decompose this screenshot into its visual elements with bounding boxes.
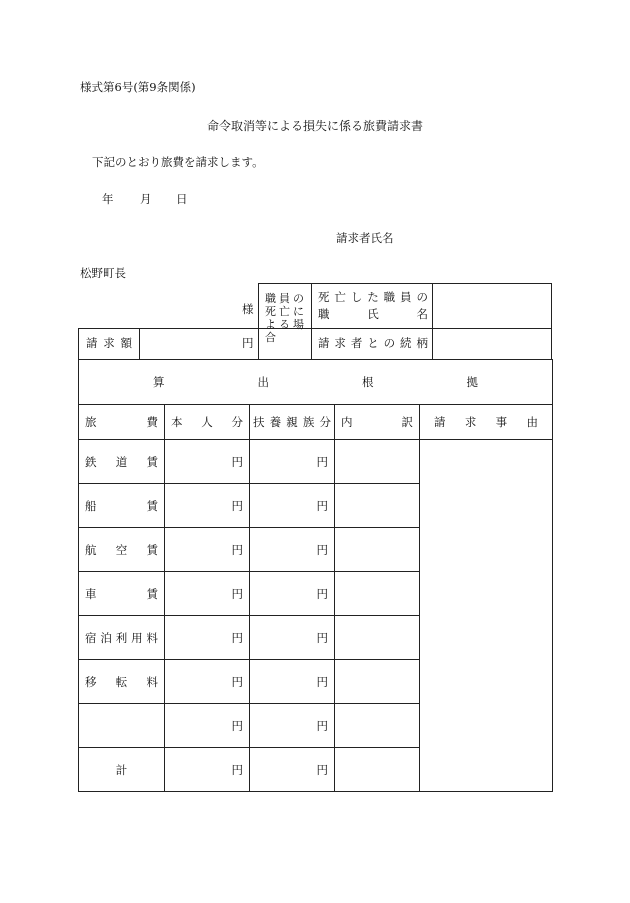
self-amount-yen: 円 (165, 616, 250, 660)
death-case-line-3: よる場 (265, 318, 307, 331)
expense-label (79, 572, 165, 616)
breakdown-cell (335, 616, 420, 660)
death-case-line-2: 死亡に (265, 305, 307, 318)
total-self-yen: 円 (165, 748, 250, 792)
expense-label (79, 616, 165, 660)
dependents-amount-yen: 円 (250, 616, 335, 660)
death-case-line-4: 合 (265, 331, 276, 344)
deceased-label-line-1: 死 亡 し た 職 員 の (318, 290, 428, 304)
expense-label-text: 車 賃 (85, 586, 158, 601)
document-title: 命令取消等による損失に係る旅費請求書 (206, 119, 423, 133)
dependents-amount-yen: 円 (250, 484, 335, 528)
calculation-table (78, 359, 553, 792)
total-breakdown-cell (335, 748, 420, 792)
total-dependents-yen: 円 (250, 748, 335, 792)
dependents-amount-yen: 円 (250, 528, 335, 572)
expense-label-text: 宿 泊 利 用 料 (85, 630, 158, 645)
expense-label (79, 704, 165, 748)
date-day: 日 (176, 192, 188, 206)
applicant-name-label: 請求者氏名 (336, 231, 394, 245)
expense-label (79, 660, 165, 704)
amount-label: 請 求 額 (86, 336, 132, 350)
dependents-amount-yen: 円 (250, 660, 335, 704)
lead-sentence: 下記のとおり旅費を請求します。 (92, 155, 264, 169)
breakdown-cell (335, 704, 420, 748)
breakdown-cell (335, 660, 420, 704)
self-amount-yen: 円 (165, 704, 250, 748)
death-case-label (265, 292, 307, 344)
amount-yen: 円 (242, 336, 254, 350)
relation-label: 請 求 者 と の 続 柄 (318, 336, 428, 350)
expense-label-text: 移 転 料 (85, 674, 158, 689)
header-self: 本 人 分 (165, 405, 250, 440)
dependents-amount-yen: 円 (250, 440, 335, 484)
header-expense: 旅 費 (79, 405, 165, 440)
header-reason: 請 求 事 由 (420, 405, 553, 440)
breakdown-cell (335, 484, 420, 528)
self-amount-yen: 円 (165, 528, 250, 572)
self-amount-yen: 円 (165, 440, 250, 484)
table-row (79, 440, 553, 484)
death-case-line-1: 職員の (265, 292, 307, 305)
header-breakdown: 内 訳 (335, 405, 420, 440)
header-dependents: 扶 養 親 族 分 (250, 405, 335, 440)
total-label: 計 (79, 748, 165, 792)
expense-label (79, 440, 165, 484)
expense-label (79, 484, 165, 528)
self-amount-yen: 円 (165, 484, 250, 528)
breakdown-cell (335, 440, 420, 484)
expense-label-text: 鉄 道 賃 (85, 454, 158, 469)
expense-label-text: 船 賃 (85, 498, 158, 513)
self-amount-yen: 円 (165, 572, 250, 616)
deceased-label-line-2: 職 氏 名 (318, 307, 428, 321)
breakdown-cell (335, 528, 420, 572)
form-number: 様式第6号(第9条関係) (80, 80, 196, 94)
calculation-basis-title: 算 出 根 拠 (79, 360, 553, 405)
honorific-sama: 様 (242, 302, 254, 316)
request-reason-cell (420, 440, 553, 792)
dependents-amount-yen: 円 (250, 572, 335, 616)
expense-label (79, 528, 165, 572)
breakdown-cell (335, 572, 420, 616)
date-month: 月 (140, 192, 152, 206)
date-year: 年 (102, 192, 114, 206)
date-line (102, 194, 188, 206)
addressee: 松野町長 (80, 266, 126, 280)
dependents-amount-yen: 円 (250, 704, 335, 748)
expense-label-text: 航 空 賃 (85, 542, 158, 557)
self-amount-yen: 円 (165, 660, 250, 704)
